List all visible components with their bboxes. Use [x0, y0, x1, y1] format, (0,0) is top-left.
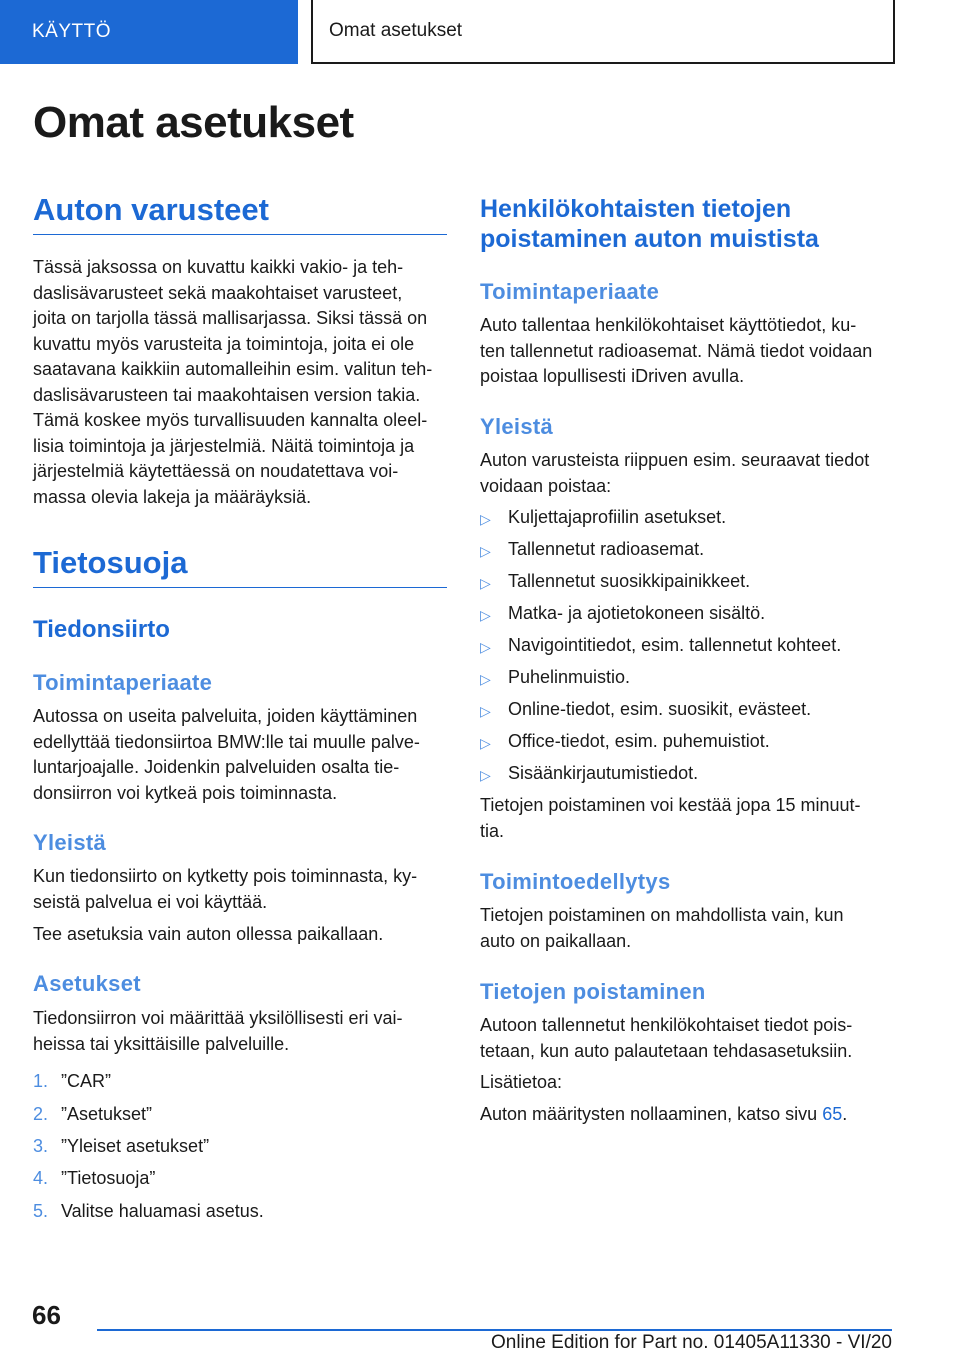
lisatietoa-label: Lisätietoa: [480, 1072, 563, 1092]
page-reference-link[interactable]: 65 [822, 1104, 843, 1124]
heading-yleista-right: Yleistä [480, 414, 554, 439]
toimintaperiaate-right-paragraph: Auto tallentaa henkilökohtaiset käyttötiedot, ku- ten tallennetut radioasemat. Nämä tiedot voidaan poistaa lopullisesti iDriven avulla. [480, 315, 873, 386]
step-text: ”Asetukset” [61, 1104, 153, 1124]
edition-text: Online Edition for Part no. 01405A11330 - VI/20 [490, 1332, 892, 1353]
step-item [33, 1166, 155, 1191]
step-item [33, 1102, 152, 1127]
triangle-bullet-icon: ▷ [480, 607, 491, 623]
page-title: Omat asetukset [33, 98, 354, 147]
triangle-bullet-icon: ▷ [480, 639, 491, 655]
triangle-bullet-icon: ▷ [480, 703, 491, 719]
list-item: ▷ Matka- ja ajotietokoneen sisältö. [480, 601, 765, 628]
step-text: ”Yleiset asetukset” [61, 1136, 210, 1156]
list-item: ▷ Tallennetut suosikkipainikkeet. [480, 569, 750, 596]
heading-toimintaperiaate-right: Toimintaperiaate [480, 279, 660, 304]
step-number: 5. [33, 1201, 49, 1221]
heading-toimintaperiaate-left: Toimintaperiaate [33, 670, 213, 695]
reference-line: Auton määritysten nollaaminen, katso sivu 65. [480, 1104, 848, 1124]
triangle-bullet-icon: ▷ [480, 735, 491, 751]
step-number: 4. [33, 1168, 49, 1188]
step-number: 2. [33, 1104, 49, 1124]
heading-toimintoedellytys: Toimintoedellytys [480, 869, 671, 894]
chapter-tab-label: Omat asetukset [329, 20, 463, 41]
triangle-bullet-icon: ▷ [480, 575, 491, 591]
reference-text: Auton määritysten nollaaminen, katso sivu [480, 1104, 823, 1124]
heading-tietosuoja: Tietosuoja [33, 546, 447, 588]
heading-tietojen-poistaminen: Tietojen poistaminen [480, 979, 706, 1004]
yleista-left-paragraph-2: Tee asetuksia vain auton ollessa paikallaan. [33, 924, 384, 944]
heading-auton-varusteet: Auton varusteet [33, 193, 447, 235]
list-item: ▷ Navigointitiedot, esim. tallennetut kohteet. [480, 633, 841, 660]
triangle-bullet-icon: ▷ [480, 767, 491, 783]
step-text: ”Tietosuoja” [61, 1168, 156, 1188]
footer-divider [97, 1329, 892, 1331]
step-number: 3. [33, 1136, 49, 1156]
step-item [33, 1069, 111, 1094]
heading-tiedonsiirto: Tiedonsiirto [33, 616, 170, 643]
tietojen-poistaminen-paragraph: Autoon tallennetut henkilökohtaiset tiedot pois- tetaan, kun auto palautetaan tehdasasetuksiin. [480, 1015, 853, 1061]
yleista-left-paragraph-1: Kun tiedonsiirto on kytketty pois toiminnasta, ky- seistä palvelua ei voi käyttää. [33, 866, 418, 912]
heading-asetukset: Asetukset [33, 971, 141, 996]
triangle-bullet-icon: ▷ [480, 671, 491, 687]
step-text: Valitse haluamasi asetus. [61, 1201, 264, 1221]
list-item: ▷ Office-tiedot, esim. puhemuistiot. [480, 729, 770, 756]
varusteet-paragraph: Tässä jaksossa on kuvattu kaikki vakio- ja teh- daslisävarusteet sekä maakohtaiset varusteet, joita on tarjolla tässä mallisarjassa. Siksi tässä on kuvattu myös varusteita ja toimintoja, joita ei ole saatavana kaikkiin automalleihin esim. valitun teh- daslisävarusteen tai maakohtaisen version takia. Tämä koskee myös turvallisuuden kannalta oleel- lisia toimintoja ja järjestelmiä. Näitä toimintoja ja järjestelmiä käytettäessä on noudatettava voi- massa olevia lakeja ja määräyksiä. [33, 257, 433, 507]
list-item: ▷ Puhelinmuistio. [480, 665, 630, 692]
chapter-tab [311, 0, 895, 64]
section-tab [0, 0, 298, 64]
heading-henkilokohtaiset-tiedot: Henkilökohtaisten tietojen poistaminen auton muistista [480, 195, 819, 253]
section-tab-label: KÄYTTÖ [32, 21, 112, 42]
toimintaperiaate-left-paragraph: Autossa on useita palveluita, joiden käyttäminen edellyttää tiedonsiirtoa BMW:lle tai muulle palve- luntarjoajalle. Joidenkin palveluiden osalta tie- donsiirron voi kytkeä pois toiminnasta. [33, 706, 420, 803]
yleista-right-paragraph: Auton varusteista riippuen esim. seuraavat tiedot voidaan poistaa: [480, 450, 870, 496]
step-number: 1. [33, 1071, 49, 1091]
step-item [33, 1199, 264, 1224]
duration-paragraph: Tietojen poistaminen voi kestää jopa 15 minuut- tia. [480, 795, 861, 841]
list-item: ▷ Kuljettajaprofiilin asetukset. [480, 505, 726, 532]
triangle-bullet-icon: ▷ [480, 511, 491, 527]
list-item: ▷ Online-tiedot, esim. suosikit, evästeet. [480, 697, 811, 724]
page-number: 66 [32, 1300, 61, 1330]
list-item: ▷ Tallennetut radioasemat. [480, 537, 704, 564]
list-item: ▷ Sisäänkirjautumistiedot. [480, 761, 698, 788]
asetukset-paragraph: Tiedonsiirron voi määrittää yksilöllisesti eri vai- heissa tai yksittäisille palveluille. [33, 1008, 403, 1054]
heading-yleista-left: Yleistä [33, 830, 107, 855]
step-text: ”CAR” [61, 1071, 111, 1091]
triangle-bullet-icon: ▷ [480, 543, 491, 559]
toimintoedellytys-paragraph: Tietojen poistaminen on mahdollista vain, kun auto on paikallaan. [480, 905, 844, 951]
step-item [33, 1134, 209, 1159]
